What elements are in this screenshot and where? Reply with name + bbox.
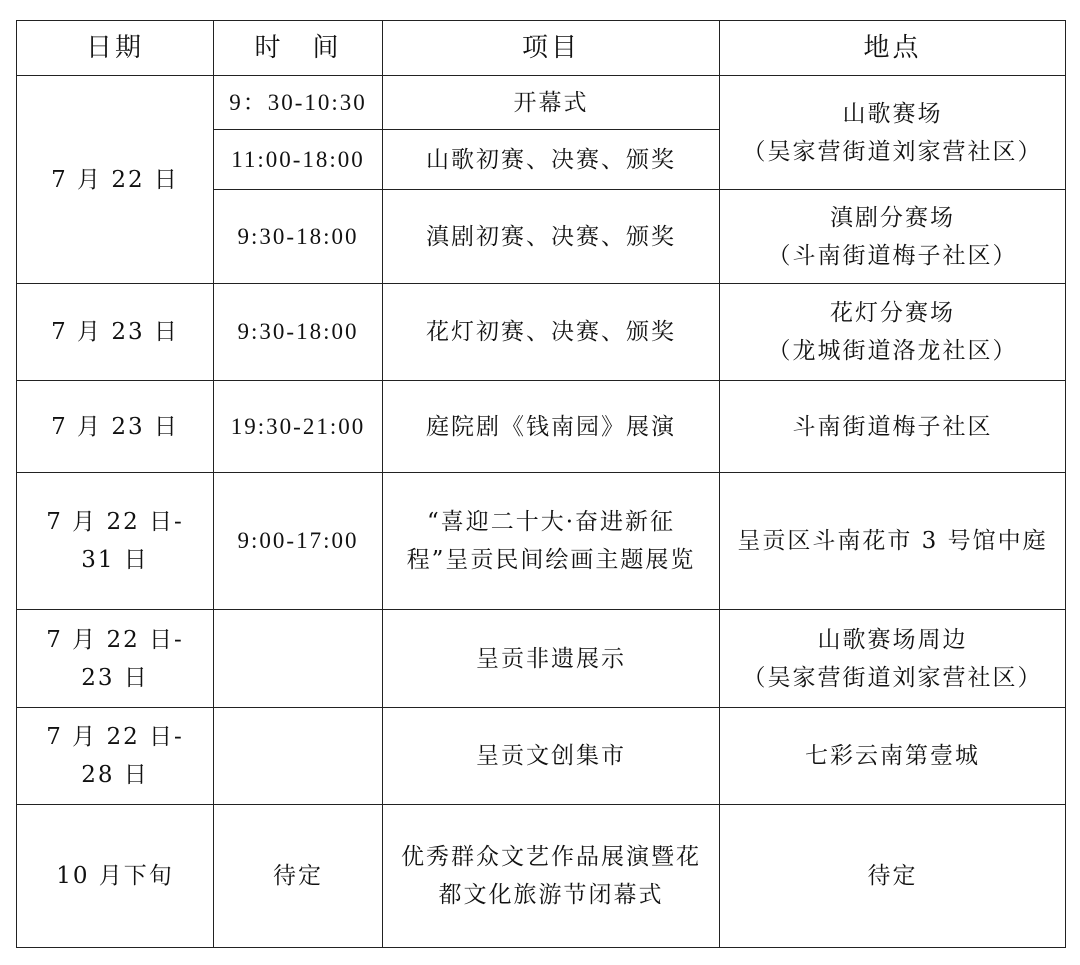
header-time: 时 间: [214, 21, 383, 76]
time-cell: 9:30-18:00: [214, 284, 383, 381]
date-cell: [17, 708, 214, 805]
time-cell: [214, 610, 383, 708]
item-cell: 呈贡文创集市: [383, 708, 720, 805]
item-line-1: “喜迎二十大·奋进新征: [426, 509, 676, 535]
date-line-1: 7 月 22 日-: [46, 509, 184, 535]
date-line-2: 31 日: [81, 547, 149, 573]
place-line-1: 山歌赛场: [842, 100, 943, 127]
header-item: 项目: [383, 21, 720, 76]
place-line-2: （龙城街道洛龙社区）: [767, 338, 1018, 364]
date-cell: 7 月 23 日: [17, 284, 214, 381]
place-line-2: （斗南街道梅子社区）: [767, 242, 1018, 269]
place-line-1: 山歌赛场周边: [817, 626, 968, 653]
place-line-2: （吴家营街道刘家营社区）: [742, 664, 1043, 691]
time-cell: 11:00-18:00: [214, 130, 383, 190]
place-cell: 呈贡区斗南花市 3 号馆中庭: [720, 473, 1066, 610]
item-cell: 庭院剧《钱南园》展演: [383, 381, 720, 473]
date-line-1: 7 月 22 日-: [46, 724, 184, 750]
place-cell: [720, 284, 1066, 381]
table-row: [17, 610, 1066, 708]
date-line-1: 7 月 22 日-: [46, 626, 184, 653]
item-line-2: 程”呈贡民间绘画主题展览: [406, 547, 696, 573]
time-cell: 19:30-21:00: [214, 381, 383, 473]
time-cell: [214, 708, 383, 805]
place-cell: [720, 190, 1066, 284]
header-date: 日期: [17, 21, 214, 76]
schedule-table: [16, 20, 1066, 948]
table-row: [17, 76, 1066, 130]
date-cell: 7 月 23 日: [17, 381, 214, 473]
date-cell: [17, 473, 214, 610]
time-cell: 9：30-10:30: [214, 76, 383, 130]
table-row: [17, 284, 1066, 381]
date-cell: [17, 610, 214, 708]
table-row: [17, 381, 1066, 473]
item-cell: [383, 473, 720, 610]
item-cell: [383, 805, 720, 948]
table-row: [17, 473, 1066, 610]
item-cell: 呈贡非遗展示: [383, 610, 720, 708]
place-line-1: 滇剧分赛场: [830, 204, 955, 231]
place-cell: [720, 76, 1066, 190]
item-cell: 开幕式: [383, 76, 720, 130]
date-cell: 7 月 22 日: [17, 76, 214, 284]
time-cell: 待定: [214, 805, 383, 948]
place-cell: [720, 610, 1066, 708]
header-place: 地点: [720, 21, 1066, 76]
time-cell: 9:30-18:00: [214, 190, 383, 284]
item-line-1: 优秀群众文艺作品展演暨花: [401, 844, 701, 870]
table-row: [17, 805, 1066, 948]
date-line-2: 28 日: [81, 762, 149, 788]
item-cell: 滇剧初赛、决赛、颁奖: [383, 190, 720, 284]
place-line-1: 花灯分赛场: [830, 300, 955, 326]
date-line-2: 23 日: [81, 664, 149, 691]
place-cell: 斗南街道梅子社区: [720, 381, 1066, 473]
header-row: [17, 21, 1066, 76]
place-line-2: （吴家营街道刘家营社区）: [742, 138, 1043, 165]
time-cell: 9:00-17:00: [214, 473, 383, 610]
table-row: [17, 708, 1066, 805]
date-cell: 10 月下旬: [17, 805, 214, 948]
item-line-2: 都文化旅游节闭幕式: [438, 882, 664, 908]
item-cell: 山歌初赛、决赛、颁奖: [383, 130, 720, 190]
item-cell: 花灯初赛、决赛、颁奖: [383, 284, 720, 381]
place-cell: 七彩云南第壹城: [720, 708, 1066, 805]
place-cell: 待定: [720, 805, 1066, 948]
